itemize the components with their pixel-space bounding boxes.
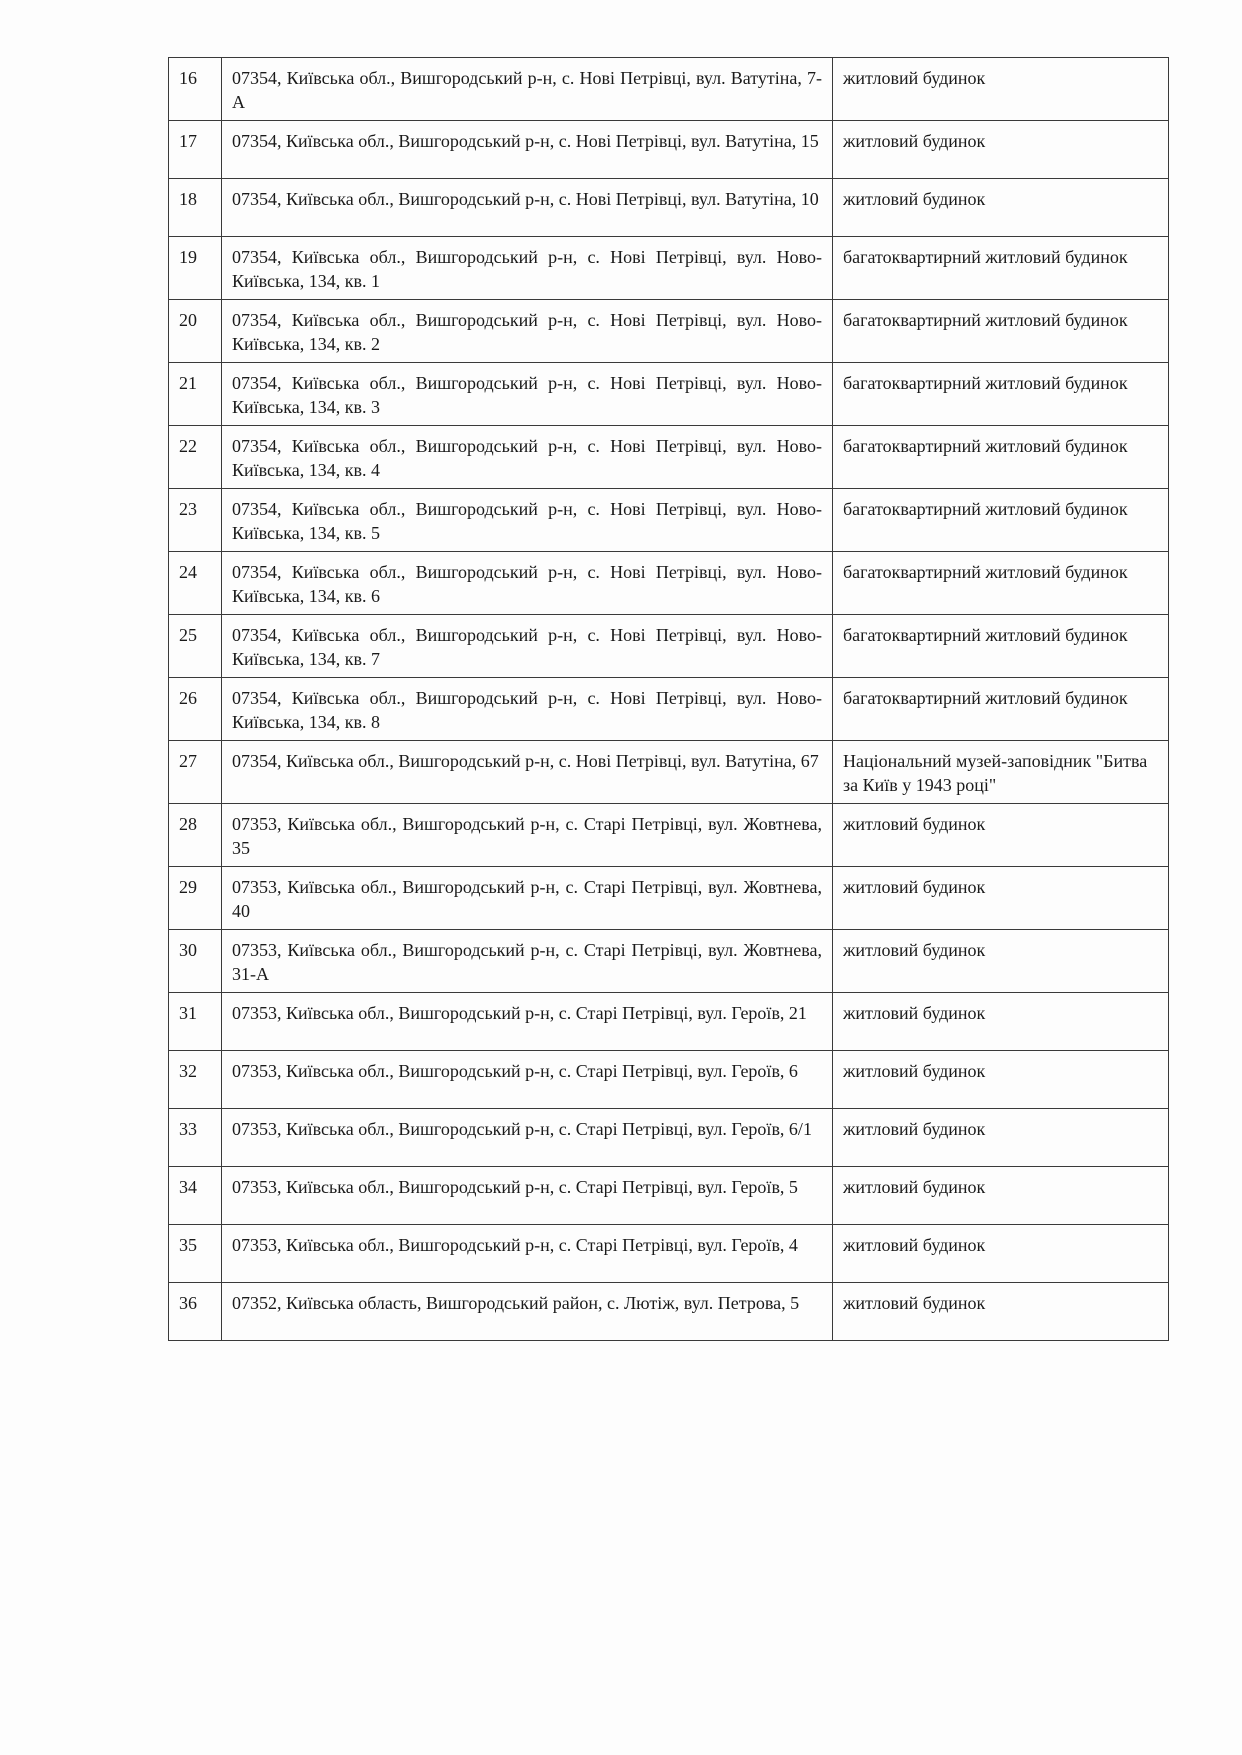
- table-row: [169, 1051, 1169, 1109]
- building-type-cell: багатоквартирний житловий будинок: [833, 678, 1169, 741]
- building-type-cell: багатоквартирний житловий будинок: [833, 363, 1169, 426]
- table-row: [169, 237, 1169, 300]
- row-number: 28: [169, 804, 222, 867]
- building-type-cell: житловий будинок: [833, 930, 1169, 993]
- table-row: [169, 58, 1169, 121]
- row-number: 24: [169, 552, 222, 615]
- table-row: [169, 179, 1169, 237]
- table-row: [169, 1283, 1169, 1341]
- row-number: 27: [169, 741, 222, 804]
- table-row: [169, 804, 1169, 867]
- address-cell: 07354, Київська обл., Вишгородський р-н, с. Нові Петрівці, вул. Ново-Київська, 134, кв. 1: [222, 237, 833, 300]
- building-type-cell: житловий будинок: [833, 804, 1169, 867]
- address-cell: 07354, Київська обл., Вишгородський р-н, с. Нові Петрівці, вул. Ново-Київська, 134, кв. 6: [222, 552, 833, 615]
- address-cell: 07353, Київська обл., Вишгородський р-н, с. Старі Петрівці, вул. Героїв, 5: [222, 1167, 833, 1225]
- row-number: 34: [169, 1167, 222, 1225]
- building-type-cell: житловий будинок: [833, 179, 1169, 237]
- address-cell: 07354, Київська обл., Вишгородський р-н, с. Нові Петрівці, вул. Ватутіна, 10: [222, 179, 833, 237]
- building-type-cell: багатоквартирний житловий будинок: [833, 552, 1169, 615]
- row-number: 26: [169, 678, 222, 741]
- address-cell: 07352, Київська область, Вишгородський район, с. Лютіж, вул. Петрова, 5: [222, 1283, 833, 1341]
- building-type-cell: багатоквартирний житловий будинок: [833, 300, 1169, 363]
- building-type-cell: багатоквартирний житловий будинок: [833, 237, 1169, 300]
- table-row: [169, 363, 1169, 426]
- address-cell: 07354, Київська обл., Вишгородський р-н, с. Нові Петрівці, вул. Ново-Київська, 134, кв. 5: [222, 489, 833, 552]
- address-cell: 07353, Київська обл., Вишгородський р-н, с. Старі Петрівці, вул. Героїв, 21: [222, 993, 833, 1051]
- table-row: [169, 1225, 1169, 1283]
- table-body: [169, 58, 1169, 1341]
- row-number: 35: [169, 1225, 222, 1283]
- table-row: [169, 489, 1169, 552]
- table-row: [169, 121, 1169, 179]
- row-number: 20: [169, 300, 222, 363]
- address-cell: 07353, Київська обл., Вишгородський р-н, с. Старі Петрівці, вул. Жовтнева, 31-А: [222, 930, 833, 993]
- table-row: [169, 993, 1169, 1051]
- table-row: [169, 678, 1169, 741]
- address-cell: 07354, Київська обл., Вишгородський р-н, с. Нові Петрівці, вул. Ватутіна, 7-А: [222, 58, 833, 121]
- row-number: 16: [169, 58, 222, 121]
- building-type-cell: житловий будинок: [833, 1109, 1169, 1167]
- address-cell: 07353, Київська обл., Вишгородський р-н, с. Старі Петрівці, вул. Героїв, 6/1: [222, 1109, 833, 1167]
- table-row: [169, 1167, 1169, 1225]
- address-cell: 07353, Київська обл., Вишгородський р-н, с. Старі Петрівці, вул. Героїв, 4: [222, 1225, 833, 1283]
- table-row: [169, 867, 1169, 930]
- row-number: 29: [169, 867, 222, 930]
- address-cell: 07354, Київська обл., Вишгородський р-н, с. Нові Петрівці, вул. Ново-Київська, 134, кв. 8: [222, 678, 833, 741]
- row-number: 19: [169, 237, 222, 300]
- building-type-cell: багатоквартирний житловий будинок: [833, 426, 1169, 489]
- building-type-cell: Національний музей-заповідник "Битва за Київ у 1943 році": [833, 741, 1169, 804]
- address-cell: 07354, Київська обл., Вишгородський р-н, с. Нові Петрівці, вул. Ново-Київська, 134, кв. 2: [222, 300, 833, 363]
- address-cell: 07354, Київська обл., Вишгородський р-н, с. Нові Петрівці, вул. Ватутіна, 67: [222, 741, 833, 804]
- row-number: 33: [169, 1109, 222, 1167]
- address-table: [168, 57, 1169, 1341]
- table-row: [169, 741, 1169, 804]
- table-row: [169, 300, 1169, 363]
- building-type-cell: багатоквартирний житловий будинок: [833, 489, 1169, 552]
- row-number: 22: [169, 426, 222, 489]
- table-row: [169, 1109, 1169, 1167]
- row-number: 31: [169, 993, 222, 1051]
- table-row: [169, 930, 1169, 993]
- address-cell: 07354, Київська обл., Вишгородський р-н, с. Нові Петрівці, вул. Ново-Київська, 134, кв. 4: [222, 426, 833, 489]
- row-number: 18: [169, 179, 222, 237]
- address-cell: 07353, Київська обл., Вишгородський р-н, с. Старі Петрівці, вул. Жовтнева, 35: [222, 804, 833, 867]
- row-number: 17: [169, 121, 222, 179]
- building-type-cell: житловий будинок: [833, 1225, 1169, 1283]
- building-type-cell: житловий будинок: [833, 1283, 1169, 1341]
- building-type-cell: житловий будинок: [833, 1167, 1169, 1225]
- address-cell: 07354, Київська обл., Вишгородський р-н, с. Нові Петрівці, вул. Ново-Київська, 134, кв. 3: [222, 363, 833, 426]
- address-cell: 07353, Київська обл., Вишгородський р-н, с. Старі Петрівці, вул. Жовтнева, 40: [222, 867, 833, 930]
- building-type-cell: багатоквартирний житловий будинок: [833, 615, 1169, 678]
- row-number: 30: [169, 930, 222, 993]
- row-number: 25: [169, 615, 222, 678]
- table-row: [169, 426, 1169, 489]
- address-cell: 07354, Київська обл., Вишгородський р-н, с. Нові Петрівці, вул. Ново-Київська, 134, кв. 7: [222, 615, 833, 678]
- building-type-cell: житловий будинок: [833, 867, 1169, 930]
- row-number: 23: [169, 489, 222, 552]
- row-number: 32: [169, 1051, 222, 1109]
- row-number: 21: [169, 363, 222, 426]
- table-row: [169, 552, 1169, 615]
- table-row: [169, 615, 1169, 678]
- building-type-cell: житловий будинок: [833, 1051, 1169, 1109]
- address-cell: 07353, Київська обл., Вишгородський р-н, с. Старі Петрівці, вул. Героїв, 6: [222, 1051, 833, 1109]
- building-type-cell: житловий будинок: [833, 121, 1169, 179]
- row-number: 36: [169, 1283, 222, 1341]
- address-cell: 07354, Київська обл., Вишгородський р-н, с. Нові Петрівці, вул. Ватутіна, 15: [222, 121, 833, 179]
- building-type-cell: житловий будинок: [833, 58, 1169, 121]
- building-type-cell: житловий будинок: [833, 993, 1169, 1051]
